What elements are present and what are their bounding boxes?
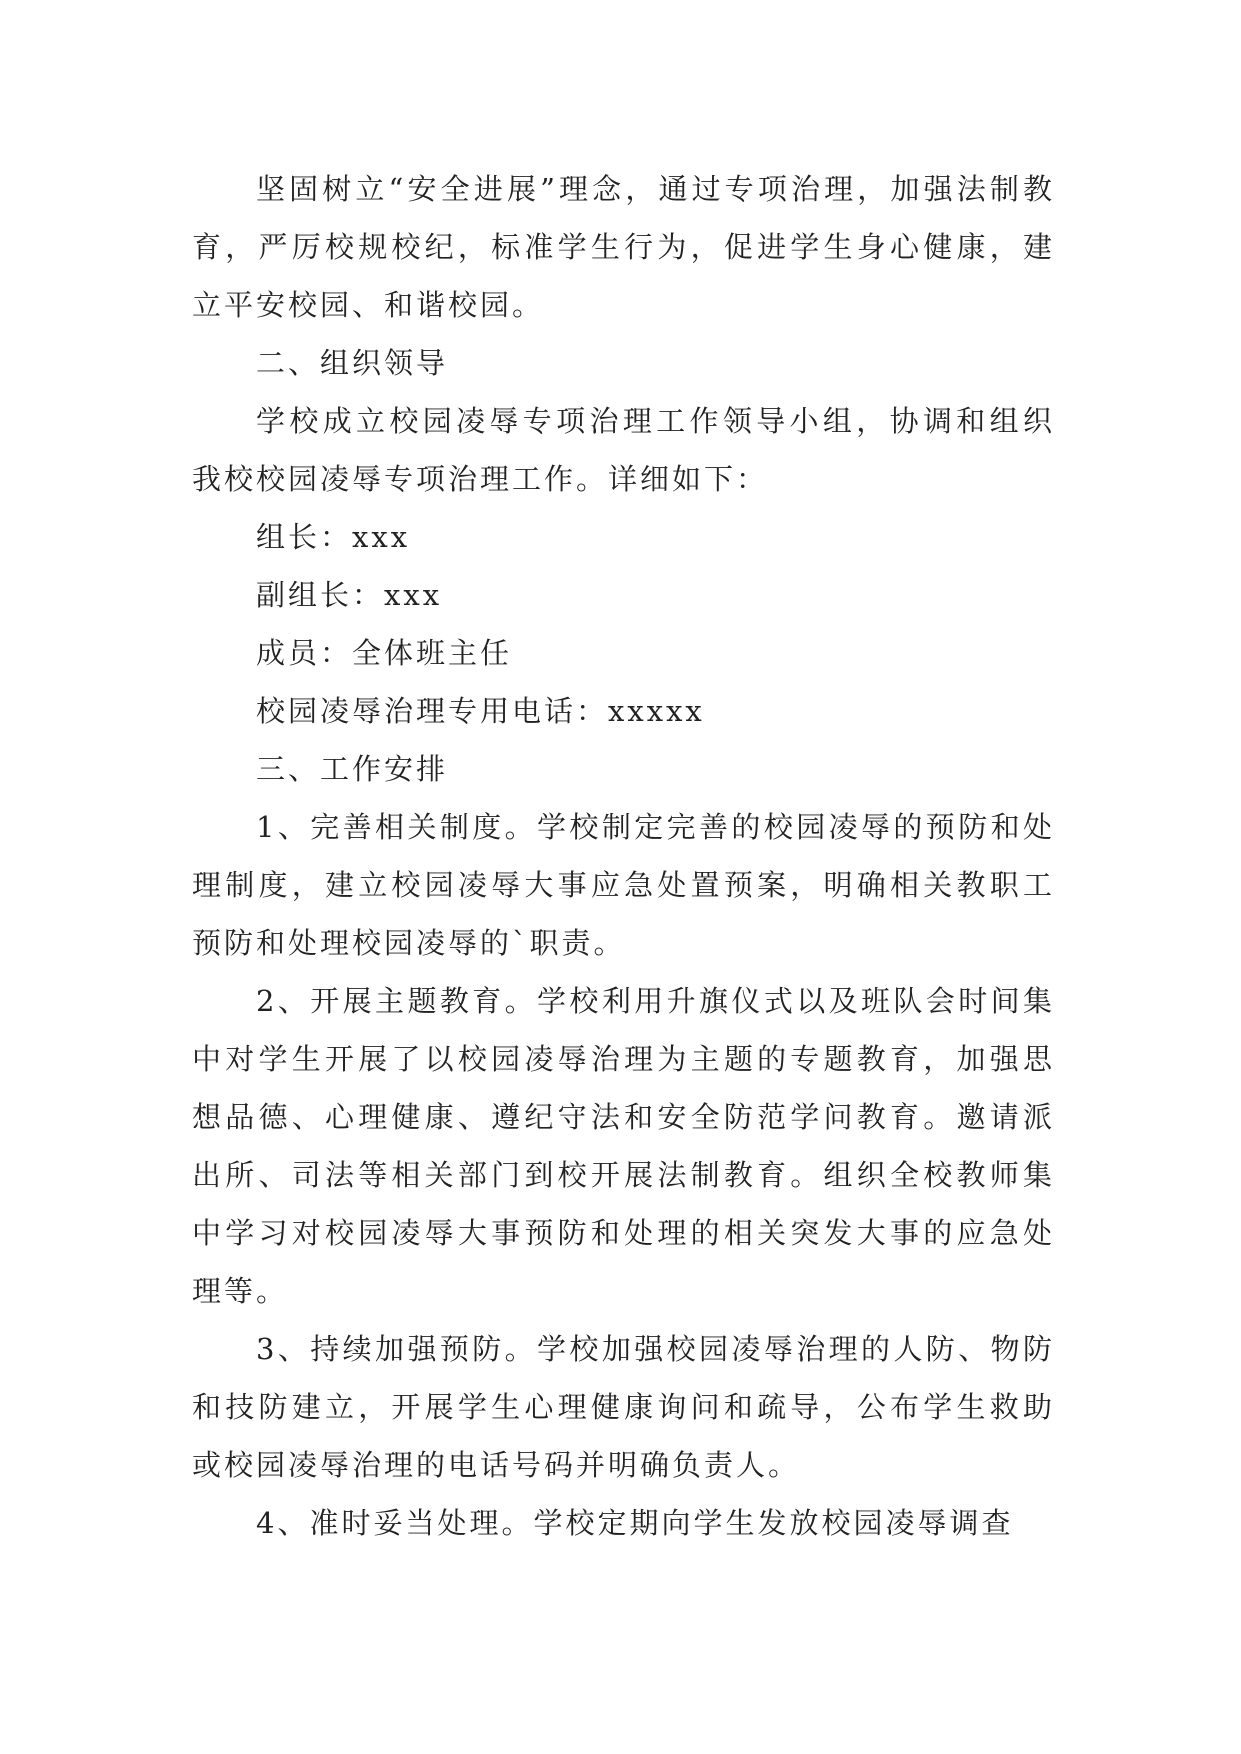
line-hotline: 校园凌辱治理专用电话：xxxxx — [256, 694, 705, 728]
paragraph-item-2: 2、开展主题教育。学校利用升旗仪式以及班队会时间集中对学生开展了以校园凌辱治理为主题的专题教育，加强思想品德、心理健康、遵纪守法和安全防范学问教育。邀请派出所、司法等相关部门到校开展法制教育。组织全校教师集中学习对校园凌辱大事预防和处理的相关突发大事的应急处理等。 — [192, 984, 1055, 1308]
document-body — [192, 160, 1055, 1552]
line-members: 成员：全体班主任 — [256, 636, 513, 670]
paragraph-item-4: 4、准时妥当处理。学校定期向学生发放校园凌辱调查 — [256, 1506, 1014, 1540]
paragraph-item-3: 3、持续加强预防。学校加强校园凌辱治理的人防、物防和技防建立，开展学生心理健康询问和疏导，公布学生救助或校园凌辱治理的电话号码并明确负责人。 — [192, 1332, 1055, 1482]
paragraph-intro: 坚固树立“安全进展”理念，通过专项治理，加强法制教育，严厉校规校纪，标准学生行为，促进学生身心健康，建立平安校园、和谐校园。 — [192, 172, 1055, 322]
paragraph-leadership-group: 学校成立校园凌辱专项治理工作领导小组，协调和组织我校校园凌辱专项治理工作。详细如下： — [192, 404, 1055, 496]
line-group-leader: 组长：xxx — [256, 520, 411, 554]
paragraph-item-1: 1、完善相关制度。学校制定完善的校园凌辱的预防和处理制度，建立校园凌辱大事应急处置预案，明确相关教职工预防和处理校园凌辱的`职责。 — [192, 810, 1055, 960]
line-deputy-leader: 副组长：xxx — [256, 578, 443, 612]
section-heading-work-plan: 三、工作安排 — [256, 752, 449, 786]
section-heading-organization: 二、组织领导 — [256, 346, 449, 380]
